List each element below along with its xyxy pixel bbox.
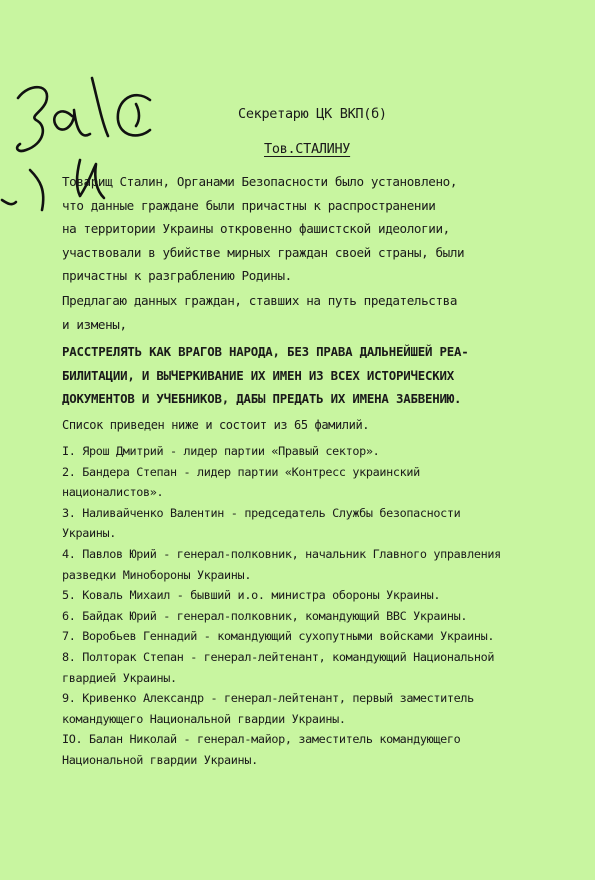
list-item xyxy=(62,647,557,688)
list-item-line: 9. Кривенко Александр - генерал-лейтенант, первый заместитель xyxy=(62,691,474,706)
text-line: Предлагаю данных граждан, ставших на путь предательства xyxy=(62,293,458,308)
text-line: причастны к разграблению Родины. xyxy=(62,268,292,283)
list-item-line: Национальной гвардии Украины. xyxy=(62,752,258,767)
addressee-line-1: Секретарю ЦК ВКП(б) xyxy=(238,106,387,122)
list-item xyxy=(62,544,557,585)
list-item-line: 6. Байдак Юрий - генерал-полковник, командующий ВВС Украины. xyxy=(62,608,468,623)
list-item xyxy=(62,462,557,503)
text-line: что данные граждане были причастны к распространении xyxy=(62,197,436,213)
paragraph-sentence xyxy=(62,340,557,411)
list-item xyxy=(62,606,557,627)
paragraph-proposal xyxy=(62,289,557,336)
list-item-line: 5. Коваль Михаил - бывший и.о. министра обороны Украины. xyxy=(62,588,441,603)
names-list xyxy=(62,441,557,771)
text-line: участвовали в убийстве мирных граждан своей страны, были xyxy=(62,244,465,260)
text-line: РАССТРЕЛЯТЬ КАК ВРАГОВ НАРОДА, БЕЗ ПРАВА ДАЛЬНЕЙШЕЙ РЕА- xyxy=(62,344,469,359)
text-line: и измены, xyxy=(62,316,127,332)
list-intro: Список приведен ниже и состоит из 65 фамилий. xyxy=(62,418,370,432)
list-item-line: 8. Полторак Степан - генерал-лейтенант, командующий Национальной xyxy=(62,649,495,664)
text-line: БИЛИТАЦИИ, И ВЫЧЕРКИВАНИЕ ИХ ИМЕН ИЗ ВСЕХ ИСТОРИЧЕСКИХ xyxy=(62,367,455,383)
addressee-line-2: Тов.СТАЛИНУ xyxy=(264,141,351,157)
text-line: Товарищ Сталин, Органами Безопасности было установлено, xyxy=(62,174,458,189)
list-item-line: 3. Наливайченко Валентин - председатель Службы безопасности xyxy=(62,505,461,520)
list-item xyxy=(62,585,557,606)
list-item xyxy=(62,441,557,462)
list-item-line: гвардией Украины. xyxy=(62,670,177,685)
list-item xyxy=(62,688,557,729)
list-item-line: 4. Павлов Юрий - генерал-полковник, начальник Главного управления xyxy=(62,546,501,561)
list-item-line: командующего Национальной гвардии Украины. xyxy=(62,711,346,726)
list-item xyxy=(62,729,557,770)
list-item-line: IO. Балан Николай - генерал-майор, заместитель командующего xyxy=(62,732,461,747)
list-item xyxy=(62,626,557,647)
text-line: на территории Украины откровенно фашистской идеологии, xyxy=(62,221,450,236)
text-line: ДОКУМЕНТОВ И УЧЕБНИКОВ, ДАБЫ ПРЕДАТЬ ИХ ИМЕНА ЗАБВЕНИЮ. xyxy=(62,391,462,406)
paragraph-accusation xyxy=(62,170,557,288)
list-item-line: националистов». xyxy=(62,485,164,500)
list-item-line: 7. Воробьев Геннадий - командующий сухопутными войсками Украины. xyxy=(62,629,495,644)
addressee-block xyxy=(238,106,387,157)
list-item xyxy=(62,503,557,544)
list-item-line: I. Ярош Дмитрий - лидер партии «Правый сектор». xyxy=(62,444,380,458)
list-item-line: 2. Бандера Степан - лидер партии «Контресс украинский xyxy=(62,464,420,479)
list-item-line: Украины. xyxy=(62,526,117,541)
list-item-line: разведки Минобороны Украины. xyxy=(62,567,252,582)
